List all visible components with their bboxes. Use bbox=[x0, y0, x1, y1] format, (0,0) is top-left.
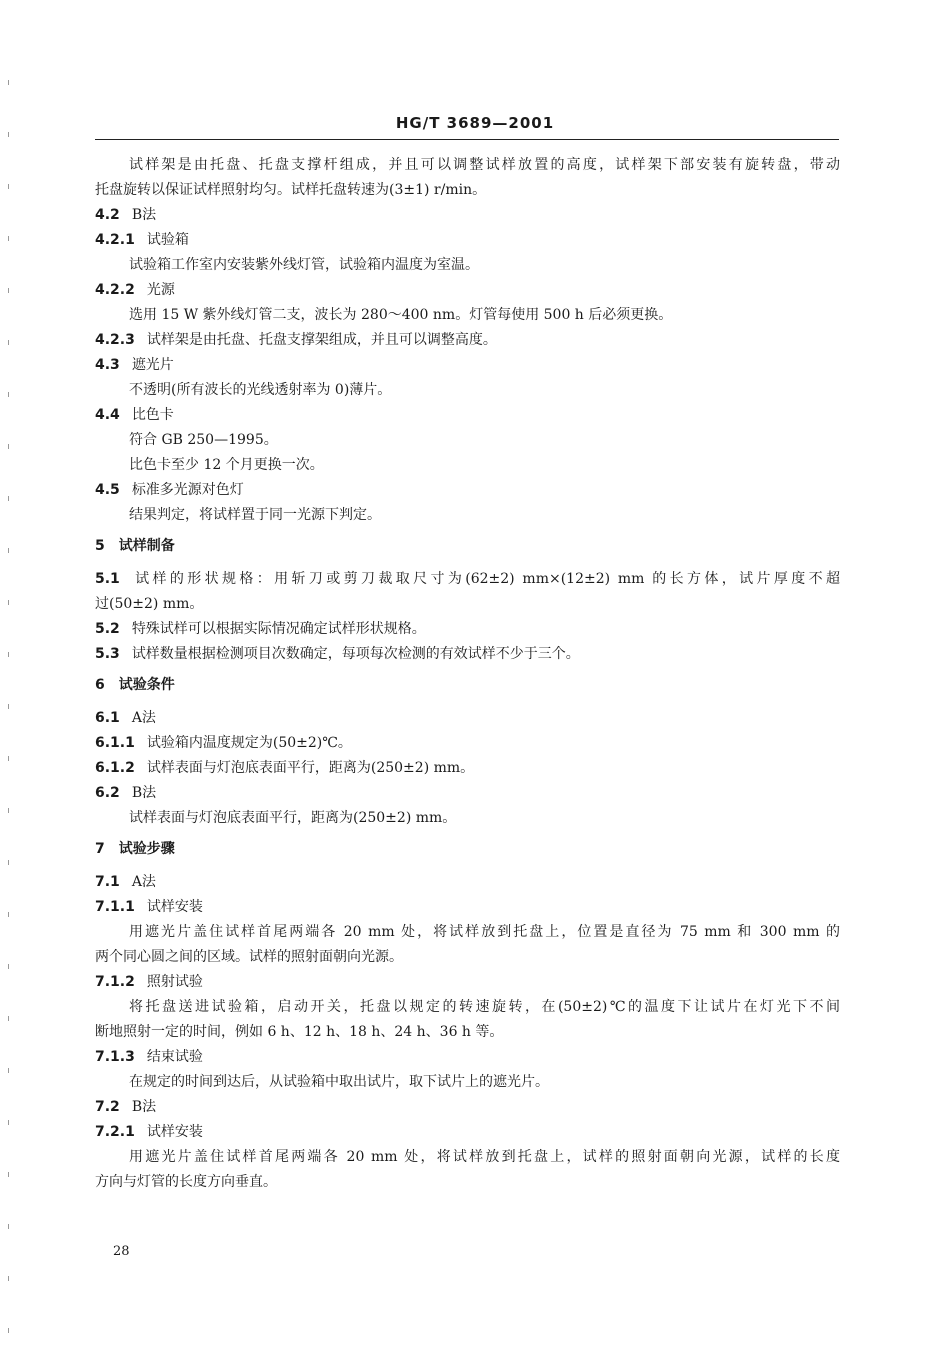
clause-text: B法 bbox=[131, 785, 157, 801]
scan-tick bbox=[8, 652, 9, 657]
section-heading bbox=[95, 837, 840, 862]
clause-item bbox=[95, 403, 840, 428]
paragraph-line: 试样架是由托盘、托盘支撑杆组成，并且可以调整试样放置的高度，试样架下部安装有旋转盘，带动 bbox=[129, 157, 840, 173]
clause-item bbox=[95, 617, 840, 642]
clause-number: 4.2 bbox=[95, 207, 120, 223]
clause-text: 试样的形状规格：用斩刀或剪刀裁取尺寸为(62±2) mm×(12±2) mm 的长方体，试片厚度不超 bbox=[131, 571, 840, 587]
clause-item bbox=[95, 328, 840, 353]
scan-tick bbox=[8, 548, 9, 553]
scan-tick bbox=[8, 1016, 9, 1021]
page-number: 28 bbox=[113, 1244, 130, 1259]
clause-text: 试样安装 bbox=[146, 1124, 203, 1140]
clause-text: 遮光片 bbox=[131, 357, 174, 373]
page-header: HG/T 3689—2001 bbox=[395, 114, 555, 132]
section-number: 6 bbox=[95, 677, 105, 693]
scan-tick bbox=[8, 600, 9, 605]
clause-text: 标准多光源对色灯 bbox=[131, 482, 244, 498]
paragraph-line: 将托盘送进试验箱，启动开关，托盘以规定的转速旋转，在(50±2)℃的温度下让试片在灯光下不间 bbox=[129, 999, 840, 1015]
section-title: 试样制备 bbox=[118, 538, 175, 554]
document-body bbox=[95, 153, 840, 1195]
clause-number: 4.5 bbox=[95, 482, 120, 498]
paragraph-line: 断地照射一定的时间，例如 6 h、12 h、18 h、24 h、36 h 等。 bbox=[95, 1024, 504, 1040]
clause-number: 7.1 bbox=[95, 874, 120, 890]
clause-text: 结束试验 bbox=[146, 1049, 203, 1065]
clause-number: 6.2 bbox=[95, 785, 120, 801]
clause-number: 6.1.2 bbox=[95, 760, 135, 776]
section-heading bbox=[95, 534, 840, 559]
clause-number: 4.3 bbox=[95, 357, 120, 373]
paragraph-line: 两个同心圆之间的区域。试样的照射面朝向光源。 bbox=[95, 949, 403, 965]
clause-item bbox=[95, 706, 840, 731]
paragraph-line: 过(50±2) mm。 bbox=[95, 596, 204, 612]
paragraph-line: 用遮光片盖住试样首尾两端各 20 mm 处，将试样放到托盘上，位置是直径为 75 mm 和 300 mm 的 bbox=[129, 924, 840, 940]
clause-number: 7.1.1 bbox=[95, 899, 135, 915]
clause-number: 4.4 bbox=[95, 407, 120, 423]
clause-item bbox=[95, 895, 840, 920]
clause-text: 试验箱内温度规定为(50±2)℃。 bbox=[146, 735, 352, 751]
section-heading bbox=[95, 673, 840, 698]
clause-number: 4.2.2 bbox=[95, 282, 135, 298]
clause-number: 6.1 bbox=[95, 710, 120, 726]
scan-tick bbox=[8, 1068, 9, 1073]
paragraph-line: 试样表面与灯泡底表面平行，距离为(250±2) mm。 bbox=[129, 810, 457, 826]
clause-number: 5.2 bbox=[95, 621, 120, 637]
section-title: 试验步骤 bbox=[118, 841, 175, 857]
clause-text: A法 bbox=[131, 874, 156, 890]
clause-item bbox=[95, 478, 840, 503]
clause-number: 4.2.3 bbox=[95, 332, 135, 348]
clause-number: 5.3 bbox=[95, 646, 120, 662]
scan-tick bbox=[8, 1224, 9, 1229]
paragraph-line: 选用 15 W 紫外线灯管二支，波长为 280～400 nm。灯管每使用 500 h 后必须更换。 bbox=[129, 307, 673, 323]
clause-text: 试样架是由托盘、托盘支撑架组成，并且可以调整高度。 bbox=[146, 332, 497, 348]
scan-tick bbox=[8, 964, 9, 969]
clause-text: 照射试验 bbox=[146, 974, 203, 990]
clause-text: 光源 bbox=[146, 282, 175, 298]
section-number: 7 bbox=[95, 841, 105, 857]
clause-item bbox=[95, 781, 840, 806]
clause-item bbox=[95, 870, 840, 895]
clause-text: 试样表面与灯泡底表面平行，距离为(250±2) mm。 bbox=[146, 760, 475, 776]
scan-tick bbox=[8, 80, 9, 85]
clause-item bbox=[95, 1120, 840, 1145]
clause-item bbox=[95, 278, 840, 303]
scan-tick bbox=[8, 704, 9, 709]
scan-tick bbox=[8, 184, 9, 189]
scan-tick bbox=[8, 808, 9, 813]
clause-text: 试验箱 bbox=[146, 232, 189, 248]
clause-number: 4.2.1 bbox=[95, 232, 135, 248]
clause-number: 6.1.1 bbox=[95, 735, 135, 751]
clause-number: 7.2.1 bbox=[95, 1124, 135, 1140]
scan-tick bbox=[8, 288, 9, 293]
clause-text: B法 bbox=[131, 1099, 157, 1115]
scan-tick bbox=[8, 912, 9, 917]
scan-tick bbox=[8, 236, 9, 241]
paragraph-line: 方向与灯管的长度方向垂直。 bbox=[95, 1174, 277, 1190]
paragraph-line: 结果判定，将试样置于同一光源下判定。 bbox=[129, 507, 381, 523]
paragraph-line: 不透明(所有波长的光线透射率为 0)薄片。 bbox=[129, 382, 392, 398]
section-title: 试验条件 bbox=[118, 677, 175, 693]
header-rule bbox=[95, 139, 839, 140]
clause-item bbox=[95, 203, 840, 228]
clause-number: 7.1.2 bbox=[95, 974, 135, 990]
clause-text: B法 bbox=[131, 207, 157, 223]
scan-tick bbox=[8, 392, 9, 397]
scan-tick bbox=[8, 1276, 9, 1281]
scan-tick bbox=[8, 444, 9, 449]
clause-item bbox=[95, 642, 840, 667]
paragraph-line: 托盘旋转以保证试样照射均匀。试样托盘转速为(3±1) r/min。 bbox=[95, 182, 487, 198]
clause-item bbox=[95, 756, 840, 781]
scan-tick bbox=[8, 1172, 9, 1177]
clause-number: 7.2 bbox=[95, 1099, 120, 1115]
scan-tick bbox=[8, 756, 9, 761]
clause-text: 特殊试样可以根据实际情况确定试样形状规格。 bbox=[131, 621, 426, 637]
clause-text: 试样安装 bbox=[146, 899, 203, 915]
clause-item bbox=[95, 1095, 840, 1120]
scan-tick bbox=[8, 132, 9, 137]
clause-number: 7.1.3 bbox=[95, 1049, 135, 1065]
clause-item bbox=[95, 567, 840, 592]
clause-text: 试样数量根据检测项目次数确定，每项每次检测的有效试样不少于三个。 bbox=[131, 646, 580, 662]
clause-item bbox=[95, 228, 840, 253]
paragraph-line: 符合 GB 250—1995。 bbox=[129, 432, 278, 448]
section-number: 5 bbox=[95, 538, 105, 554]
clause-item bbox=[95, 731, 840, 756]
paragraph-line: 试验箱工作室内安装紫外线灯管，试验箱内温度为室温。 bbox=[129, 257, 479, 273]
scan-tick bbox=[8, 496, 9, 501]
clause-text: 比色卡 bbox=[131, 407, 174, 423]
scan-tick bbox=[8, 340, 9, 345]
clause-item bbox=[95, 1045, 840, 1070]
scan-tick bbox=[8, 860, 9, 865]
clause-number: 5.1 bbox=[95, 571, 120, 587]
clause-item bbox=[95, 353, 840, 378]
paragraph-line: 用遮光片盖住试样首尾两端各 20 mm 处，将试样放到托盘上，试样的照射面朝向光源，试样的长度 bbox=[129, 1149, 840, 1165]
scan-tick bbox=[8, 1120, 9, 1125]
clause-item bbox=[95, 970, 840, 995]
clause-text: A法 bbox=[131, 710, 156, 726]
paragraph-line: 比色卡至少 12 个月更换一次。 bbox=[129, 457, 324, 473]
scan-tick bbox=[8, 1328, 9, 1333]
paragraph-line: 在规定的时间到达后，从试验箱中取出试片，取下试片上的遮光片。 bbox=[129, 1074, 549, 1090]
